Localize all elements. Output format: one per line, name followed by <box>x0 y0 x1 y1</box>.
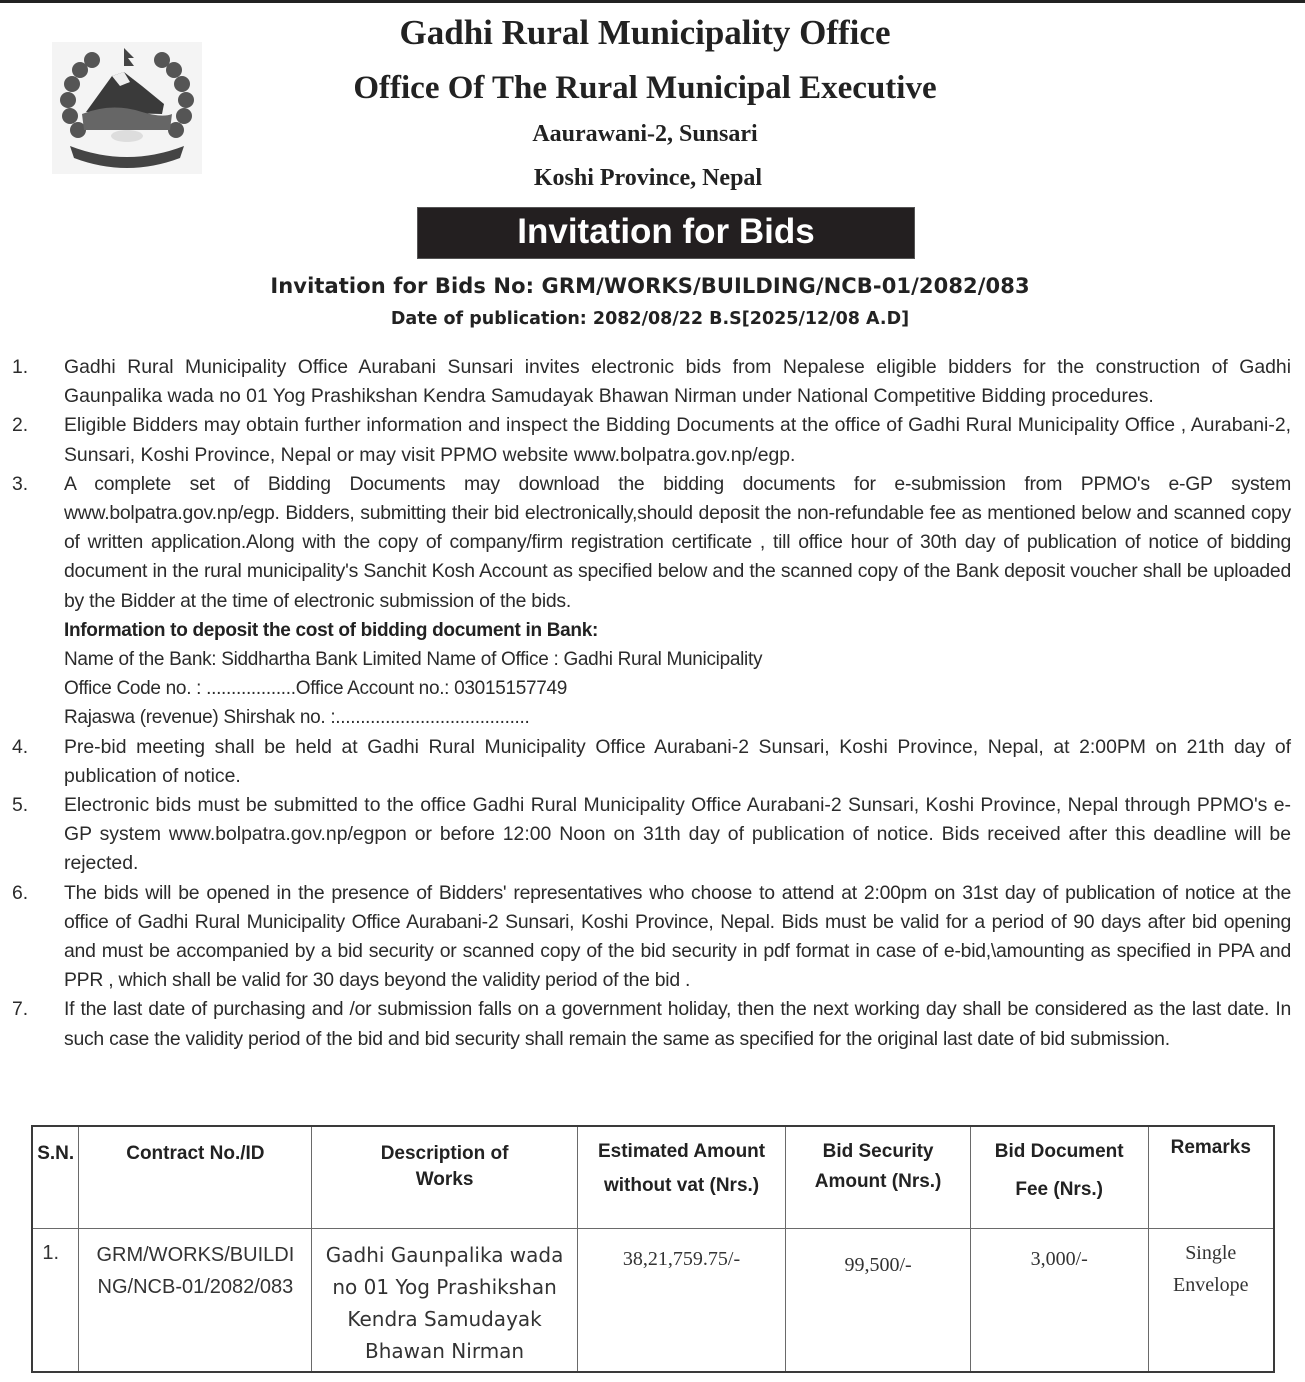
bank-info-title: Information to deposit the cost of bidding document in Bank: <box>64 619 599 641</box>
clause-3 <box>0 470 1305 616</box>
clause-text: A complete set of Bidding Documents may download the bidding documents for e-submission from PPMO's e-GP system www.bolpatra.gov.np/egp. Bidders, submitting their bid electronically,should deposit the non-refundable fee as mentioned below and scanned copy of written application.Along with the copy of company/firm registration certificate , till office hour of 30th day of publication of notice of bidding document in the rural municipality's Sanchit Kosh Account as specified below and the scanned copy of the Bank deposit voucher shall be uploaded by the Bidder at the time of electronic submission of the bids. <box>64 472 1291 612</box>
header-sn: S.N. <box>32 1126 79 1228</box>
clause-text: The bids will be opened in the presence of Bidders' representatives who choose to attend at 2:00pm on 31st day of publication of notice at the office of Gadhi Rural Municipality Office Aurabani-2 Sunsari, Koshi Province, Nepal. Bids must be valid for a period of 90 days after bid opening and must be accompanied by a bid security or scanned copy of the bid security in pdf format in case of e-bid,\amounting as specified in PPA and PPR , which shall be valid for 30 days beyond the validity period of the bid . <box>64 881 1291 992</box>
table-row <box>32 1228 1274 1372</box>
cell-document-fee: 3,000/- <box>970 1228 1148 1372</box>
clause-text: Gadhi Rural Municipality Office Aurabani Sunsari invites electronic bids from Nepalese eligible bidders for the construction of Gadhi Gaunpalika wada no 01 Yog Prashikshan Kendra Samudayak Bhawan Nirman under National Competitive Bidding procedures. <box>64 356 1291 408</box>
ifb-number: Invitation for Bids No: GRM/WORKS/BUILDING/NCB-01/2082/083 <box>270 274 1030 298</box>
header-estimated-amount: Estimated Amount without vat (Nrs.) <box>577 1126 785 1228</box>
header-bid-security: Bid Security Amount (Nrs.) <box>786 1126 971 1228</box>
clause-7 <box>0 995 1305 1053</box>
address-line-2: Koshi Province, Nepal <box>533 165 763 191</box>
bank-info <box>0 616 1305 733</box>
clause-text: Electronic bids must be submitted to the office Gadhi Rural Municipality Office Aurabani-2 Sunsari, Koshi Province, Nepal through PPMO's e-GP system www.bolpatra.gov.np/egpon or before 12:00 Noon on 31th day of publication of notice. Bids received after this deadline will be rejected. <box>64 794 1291 875</box>
cell-description: Gadhi Gaunpalika wada no 01 Yog Prashikshan Kendra Samudayak Bhawan Nirman <box>312 1228 578 1372</box>
cell-contract-id: GRM/WORKS/BUILDI NG/NCB-01/2082/083 <box>79 1228 312 1372</box>
clause-list <box>0 353 1305 1054</box>
executive-office: Office Of The Rural Municipal Executive <box>353 70 937 106</box>
clause-1 <box>0 353 1305 411</box>
header-remarks: Remarks <box>1148 1126 1274 1228</box>
works-table <box>31 1125 1275 1373</box>
clause-number: 4. <box>12 735 29 758</box>
clause-number: 3. <box>12 472 29 495</box>
clause-number: 7. <box>12 998 29 1021</box>
clause-text: Pre-bid meeting shall be held at Gadhi Rural Municipality Office Aurabani-2 Sunsari, Koshi Province, Nepal, at 2:00PM on 21th day of publication of notice. <box>64 735 1291 787</box>
clause-text: If the last date of purchasing and /or submission falls on a government holiday, then the next working day shall be considered as the last date. In such case the validity period of the bid and bid security shall remain the same as specified for the original last date of bid submission. <box>64 998 1291 1050</box>
clause-6 <box>0 879 1305 996</box>
publication-date: Date of publication: 2082/08/22 B.S[2025/12/08 A.D] <box>390 309 910 329</box>
address-line-1: Aaurawani-2, Sunsari <box>532 121 758 147</box>
clause-5 <box>0 791 1305 879</box>
nepal-government-emblem-icon <box>52 42 202 174</box>
cell-sn: 1. <box>32 1228 79 1372</box>
bank-info-line: Rajaswa (revenue) Shirshak no. :....................................... <box>64 707 530 729</box>
cell-bid-security: 99,500/- <box>786 1228 971 1372</box>
header-description: Description of Works <box>312 1126 578 1228</box>
office-name: Gadhi Rural Municipality Office <box>399 13 891 52</box>
header-contract: Contract No./ID <box>79 1126 312 1228</box>
clause-number: 1. <box>12 356 29 378</box>
clause-number: 2. <box>12 414 29 437</box>
clause-number: 5. <box>12 794 29 817</box>
bank-info-line: Name of the Bank: Siddhartha Bank Limited Name of Office : Gadhi Rural Municipality <box>64 649 763 671</box>
bank-info-line: Office Code no. : ..................Office Account no.: 03015157749 <box>64 678 568 700</box>
cell-estimated-amount: 38,21,759.75/- <box>577 1228 785 1372</box>
table-header-row <box>32 1126 1274 1228</box>
top-border <box>0 0 1305 3</box>
clause-4 <box>0 733 1305 791</box>
invitation-banner: Invitation for Bids <box>417 207 915 259</box>
clause-2 <box>0 411 1305 469</box>
clause-number: 6. <box>12 881 29 904</box>
cell-remarks: Single Envelope <box>1148 1228 1274 1372</box>
clause-text: Eligible Bidders may obtain further information and inspect the Bidding Documents at the office of Gadhi Rural Municipality Office , Aurabani-2, Sunsari, Koshi Province, Nepal or may visit PPMO website www.bolpatra.gov.np/egp. <box>64 414 1291 466</box>
header-document-fee: Bid Document Fee (Nrs.) <box>970 1126 1148 1228</box>
